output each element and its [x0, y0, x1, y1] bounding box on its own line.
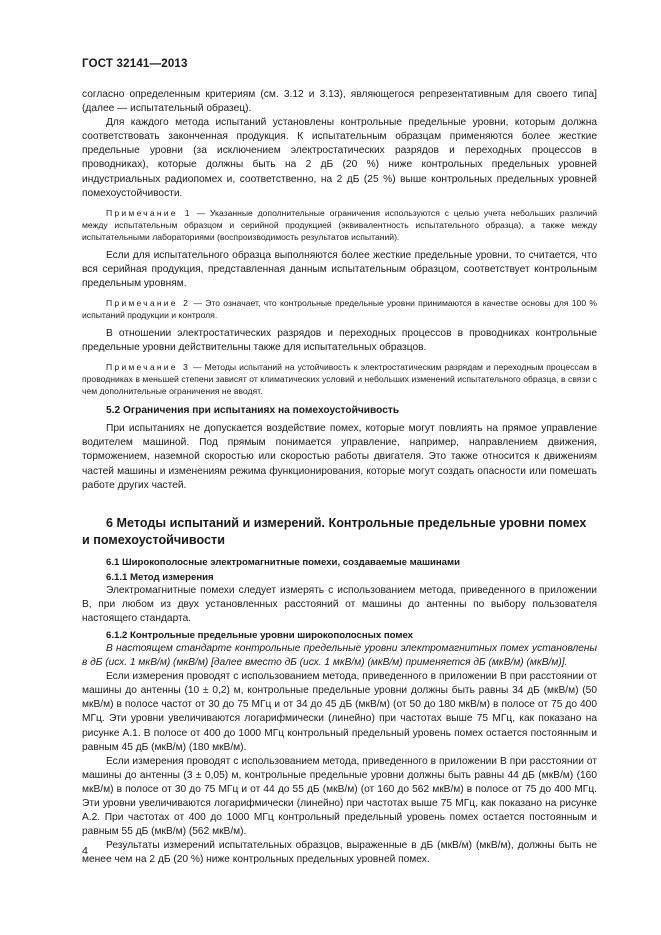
section-heading: 6 Методы испытаний и измерений. Контрольные предельные уровни помех и помехоустойчивости [82, 515, 587, 547]
paragraph: Если для испытательного образца выполняются более жесткие предельные уровни, то считается, что вся серийная продукция, представленная данным испытательным образцом, соответствует контрольным предельным уровням. [82, 249, 597, 289]
note [82, 297, 597, 321]
note-label: Примечание 1 [106, 207, 192, 218]
paragraph: Если измерения проводят с использованием метода, приведенного в приложении В при расстоянии от машины до антенны (10 ± 0,2) м, контрольные предельные уровни должны быть равны 34 дБ (мкВ/м) (50 мкВ/м) в полосе частот от 30 до 75 МГц и от 34 до 45 дБ (мкВ/м) (от 50 до 180 мкВ/м) в полосе от 75 до 400 МГц. Эти уровни увеличиваются логарифмически (линейно) при частотах выше 75 МГц, как показано на рисунке А.1. В полосе от 400 до 1000 МГц контрольный предельный уровень помех остается постоянным и равным 45 дБ (мкВ/м) (180 мкВ/м). [82, 671, 597, 753]
note-label: Примечание 2 [106, 298, 191, 309]
paragraph: Результаты измерений испытательных образцов, выраженные в дБ (мкВ/м) (мкВ/м), должны быть не менее чем на 2 дБ (20 %) ниже контрольных предельных уровней помех. [82, 840, 597, 866]
note-label: Примечание 3 [106, 362, 190, 373]
document-header: ГОСТ 32141—2013 [82, 58, 188, 70]
subsection-heading: 6.1 Широкополосные электромагнитные помехи, создаваемые машинами [106, 556, 460, 568]
note-text: — Указанные дополнительные ограничения используются с целью учета небольших различий между испытательным образцом и серийной продукцией (эквивалентность испытательного образца), а также между испытательными лабораториями (воспроизводимость результатов испытаний). [82, 207, 597, 242]
note [82, 361, 597, 397]
paragraph: В отношении электростатических разрядов и переходных процессов в проводниках контрольные предельные уровни действительны также для испытательных образцов. [82, 328, 597, 354]
section-heading: 5.2 Ограничения при испытаниях на помехоустойчивость [106, 405, 400, 417]
note [82, 207, 597, 243]
note-text: — Это означает, что контрольные предельные уровни принимаются в качестве основы для 100 % испытаний продукции и контроля. [82, 298, 597, 321]
paragraph: Если измерения проводят с использованием метода, приведенного в приложении В при расстоянии от машины до антенны (3 ± 0,05) м, контрольные предельные уровни должны быть равны 44 дБ (мкВ/м) (160 мкВ/м) в полосе от 30 до 75 МГц и от 44 до 55 дБ (мкВ/м) (от 160 до 562 мкВ/м) в полосе от 75 до 400 МГц. Эти уровни увеличиваются логарифмически (линейно) при частотах выше 75 МГц, как показано на рисунке А.2. При частотах от 400 до 1000 МГц контрольный предельный уровень помех остается постоянным и равным 55 дБ (мкВ/м) (562 мкВ/м). [82, 755, 597, 838]
note-text: — Методы испытаний на устойчивость к электростатическим разрядам и переходным процессам в проводниках в меньшей степени зависят от климатических условий и небольших изменений испытательного образца, в связи с чем дополнительные ограничения не вводят. [82, 362, 597, 397]
subsection-heading: 6.1.1 Метод измерения [106, 571, 214, 583]
paragraph: При испытаниях не допускается воздействие помех, которые могут повлиять на прямое управление водителем машиной. Под прямым понимается управление, например, направлением движения, торможением, наземной скоростью или скоростью работы двигателя. Это также относится к движениям частей машины и изменениям режима функционирования, которые могут создать опасности или помешать работе других частей. [82, 423, 597, 491]
page-number: 4 [82, 845, 88, 857]
paragraph: Для каждого метода испытаний установлены контрольные предельные уровни, которым должна соответствовать законченная продукция. К испытательным образцам применяются более жесткие предельные уровни (за исключением электростатических разрядов и переходных процессов в проводниках), которые должны быть на 2 дБ (20 %) ниже контрольных предельных уровней индустриальных радиопомех и, соответственно, на 2 дБ (25 %) выше контрольных предельных уровней помехоустойчивости. [82, 117, 597, 199]
paragraph: В настоящем стандарте контрольные предельные уровни электромагнитных помех установлены в дБ (исх. 1 мкВ/м) (мкВ/м) [далее вместо дБ (исх. 1 мкВ/м) (мкВ/м) применяется дБ (мкВ/м) (мкВ/м)]. [82, 642, 597, 669]
paragraph: Электромагнитные помехи следует измерять с использованием метода, приведенного в приложении В, при любом из двух установленных расстояний от машины до антенны по выбору пользователя настоящего стандарта. [82, 584, 597, 624]
subsection-heading: 6.1.2 Контрольные предельные уровни широкополосных помех [106, 629, 414, 641]
page-body [82, 88, 597, 867]
paragraph: согласно определенным критериям (см. 3.12 и 3.13), являющегося репрезентативным для своего типа] (далее — испытательный образец). [82, 89, 597, 115]
